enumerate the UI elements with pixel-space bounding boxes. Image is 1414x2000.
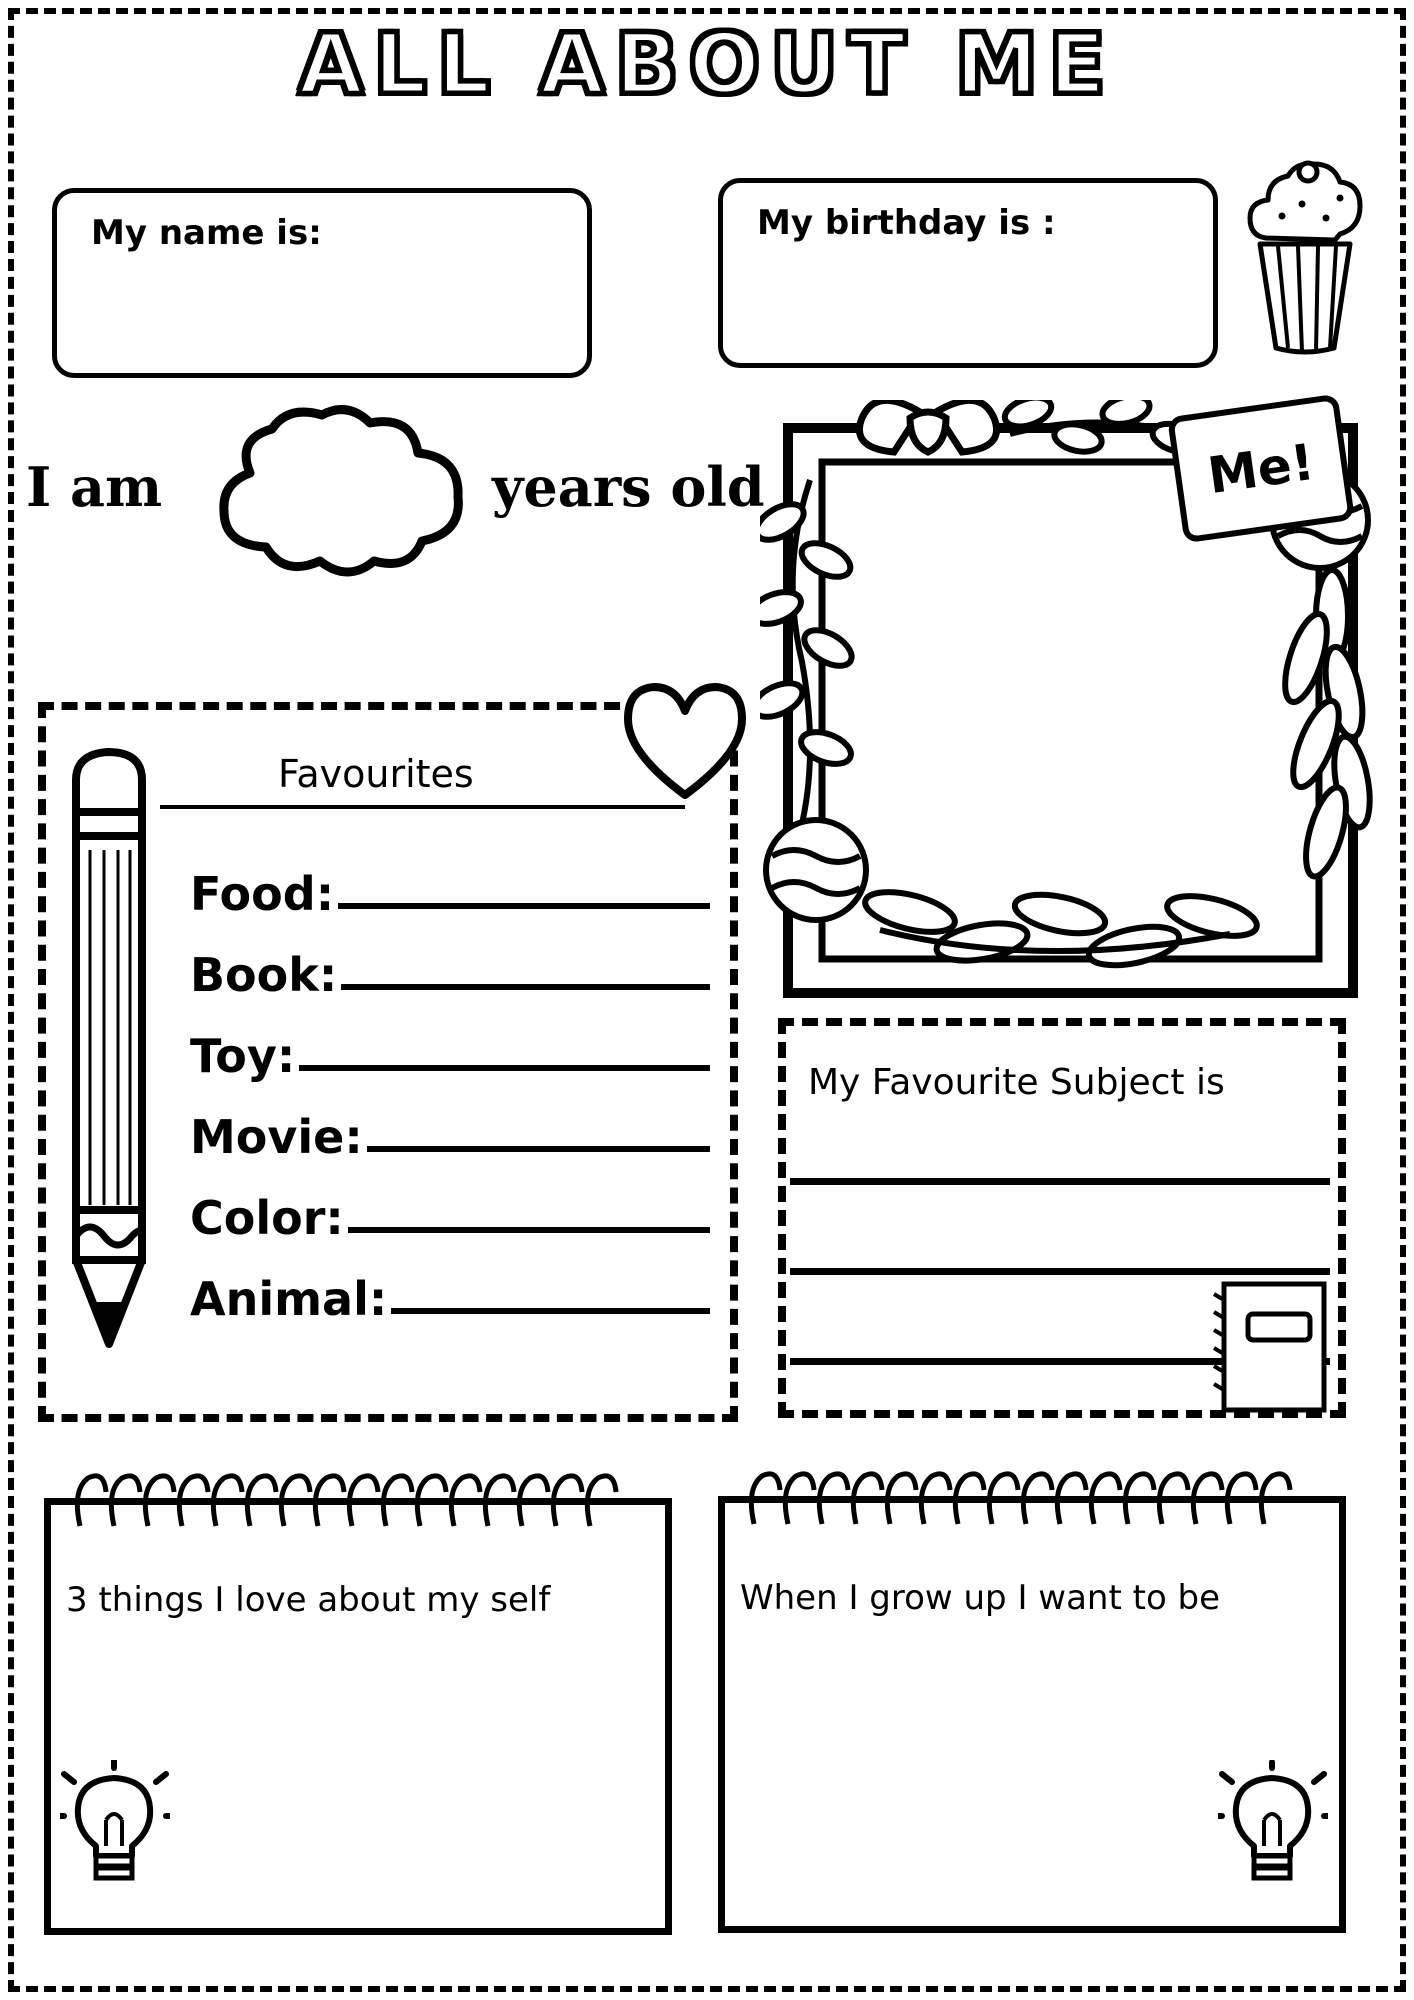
list-item[interactable] — [190, 1164, 710, 1245]
cloud-icon[interactable] — [180, 405, 492, 580]
favourite-book-label: Book: — [190, 948, 338, 1002]
name-field-box[interactable] — [52, 188, 592, 378]
list-item[interactable] — [190, 840, 710, 921]
favourite-food-blank[interactable] — [338, 902, 710, 909]
favourites-heading: Favourites — [278, 752, 474, 796]
birthday-label: My birthday is : — [757, 203, 1056, 243]
lightbulb-icon — [60, 1760, 170, 1890]
list-item[interactable] — [190, 921, 710, 1002]
list-item[interactable] — [190, 1245, 710, 1326]
favourites-list — [190, 840, 710, 1326]
favourite-color-label: Color: — [190, 1191, 344, 1245]
favourite-subject-label: My Favourite Subject is — [808, 1062, 1225, 1103]
age-suffix-text: years old — [492, 455, 765, 519]
age-prefix-text: I am — [26, 455, 163, 519]
favourite-book-blank[interactable] — [341, 983, 710, 990]
spiral-binding-icon — [70, 1470, 650, 1532]
notepad-right-prompt: When I grow up I want to be — [740, 1578, 1221, 1618]
list-item[interactable] — [190, 1083, 710, 1164]
spiral-binding-icon — [744, 1468, 1324, 1530]
pencil-icon — [46, 740, 176, 1360]
notebook-icon — [1210, 1270, 1335, 1420]
page-title: ALL ABOUT ME — [298, 15, 1116, 113]
favourite-movie-label: Movie: — [190, 1110, 363, 1164]
favourite-color-blank[interactable] — [348, 1226, 710, 1233]
cupcake-icon — [1230, 158, 1380, 358]
notepad-left-prompt: 3 things I love about my self — [66, 1580, 551, 1620]
favourite-toy-label: Toy: — [190, 1029, 296, 1083]
favourite-animal-label: Animal: — [190, 1272, 388, 1326]
lightbulb-icon — [1218, 1760, 1328, 1890]
birthday-field-box[interactable] — [718, 178, 1218, 368]
favourites-heading-rule — [160, 805, 685, 809]
photo-tag-label: Me! — [1204, 432, 1318, 505]
favourite-toy-blank[interactable] — [299, 1064, 710, 1071]
heart-icon — [620, 675, 750, 805]
name-label: My name is: — [91, 213, 322, 253]
list-item[interactable] — [190, 1002, 710, 1083]
subject-write-line-1[interactable] — [790, 1178, 1330, 1185]
photo-tag — [1167, 394, 1355, 544]
favourite-food-label: Food: — [190, 867, 335, 921]
favourite-animal-blank[interactable] — [391, 1307, 710, 1314]
favourite-movie-blank[interactable] — [367, 1145, 710, 1152]
